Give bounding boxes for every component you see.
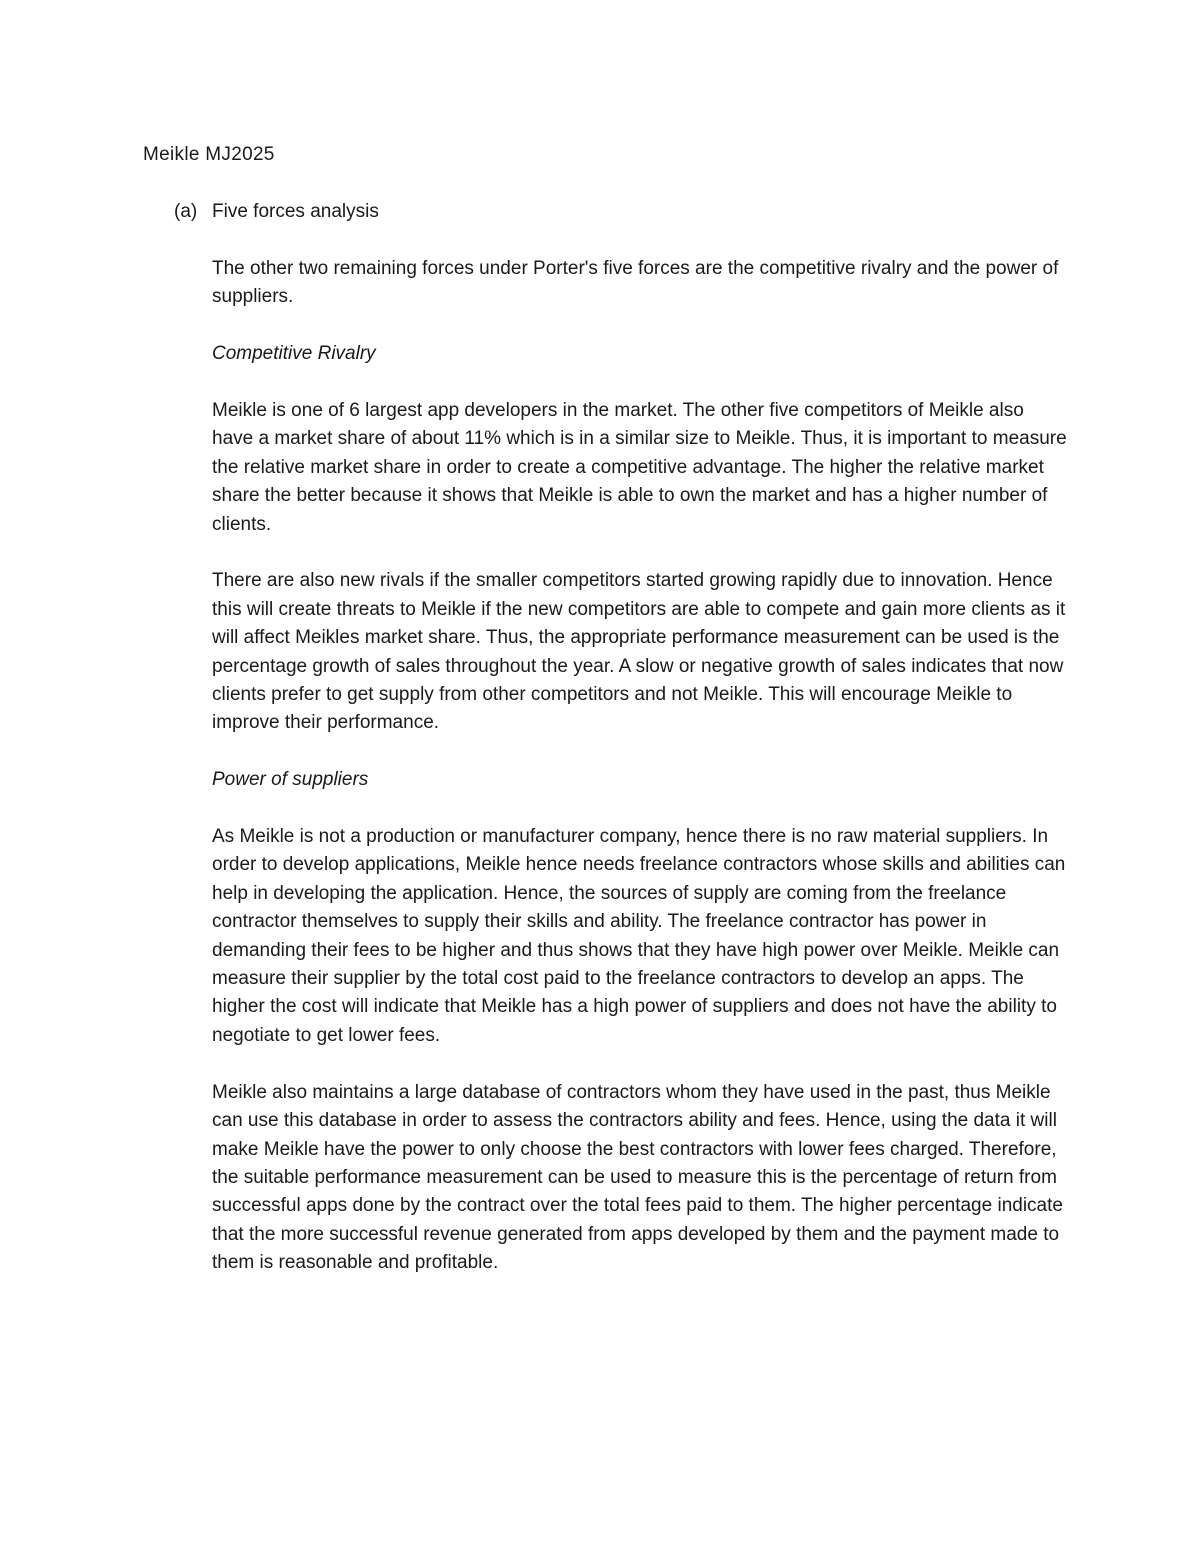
section-heading-text: Five forces analysis (212, 201, 379, 222)
competitive-rivalry-heading: Competitive Rivalry (212, 343, 376, 365)
competitive-rivalry-paragraph-2: There are also new rivals if the smaller competitors started growing rapidly due to innovation. Hence this will create threats to Meikle if the new competitors are able to compete and gain more clients as it will affect Meikles market share. Thus, the appropriate performance measurement can be used is the percentage growth of sales throughout the year. A slow or negative growth of sales indicates that now clients prefer to get supply from other competitors and not Meikle. This will encourage Meikle to improve their performance. (212, 570, 1066, 734)
power-of-suppliers-paragraph-2: Meikle also maintains a large database of contractors whom they have used in the past, thus Meikle can use this database in order to assess the contractors ability and fees. Hence, using the data it will make Meikle have the power to only choose the best contractors with lower fees charged. Therefore, the suitable performance measurement can be used to measure this is the percentage of return from successful apps done by the contract over the total fees paid to them. The higher percentage indicate that the more successful revenue generated from apps developed by them and the payment made to them is reasonable and profitable. (212, 1081, 1063, 1274)
intro-paragraph: The other two remaining forces under Porter's five forces are the competitive rivalry and the power of suppliers. (212, 258, 1059, 308)
document-title: Meikle MJ2025 (143, 144, 275, 165)
section-marker: (a) (174, 201, 198, 222)
power-of-suppliers-heading: Power of suppliers (212, 769, 369, 791)
section-body (212, 255, 1068, 1306)
power-of-suppliers-paragraph-1: As Meikle is not a production or manufacturer company, hence there is no raw material suppliers. In order to develop applications, Meikle hence needs freelance contractors whose skills and abilities can help in developing the application. Hence, the sources of supply are coming from the freelance contractor themselves to supply their skills and ability. The freelance contractor has power in demanding their fees to be higher and thus shows that they have high power over Meikle. Meikle can measure their supplier by the total cost paid to the freelance contractors to develop an apps. The higher the cost will indicate that Meikle has a high power of suppliers and does not have the ability to negotiate to get lower fees. (212, 826, 1066, 1046)
competitive-rivalry-paragraph-1: Meikle is one of 6 largest app developers in the market. The other five competitors of Meikle also have a market share of about 11% which is in a similar size to Meikle. Thus, it is important to measure the relative market share in order to create a competitive advantage. The higher the relative market share the better because it shows that Meikle is able to own the market and has a higher number of clients. (212, 400, 1067, 535)
section-heading (174, 198, 379, 226)
